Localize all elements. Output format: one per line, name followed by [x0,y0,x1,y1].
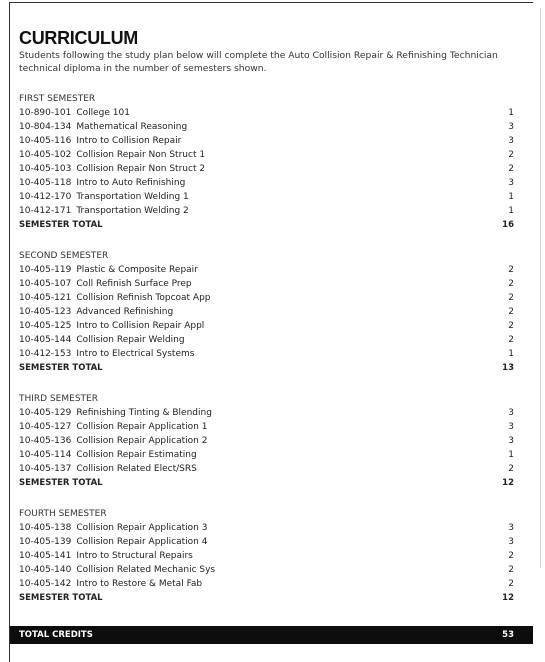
course-info [19,319,204,333]
course-info [19,176,185,190]
left-border [9,2,10,662]
course-name: Collision Repair Application 1 [76,422,208,432]
course-code: 10-412-153 [19,349,72,359]
course-row [19,277,517,291]
course-credits: 1 [508,108,514,118]
course-name: Collision Repair Non Struct 2 [76,164,206,174]
course-name: Collision Related Elect/SRS [76,464,197,474]
course-code: 10-890-101 [19,108,72,118]
semester-heading: THIRD SEMESTER [19,394,98,404]
course-info [19,162,205,176]
course-row [19,190,517,204]
top-border [10,2,533,3]
course-info [19,535,207,549]
course-code: 10-405-138 [19,523,72,533]
course-credits: 1 [508,450,514,460]
semester-section [19,92,517,232]
course-code: 10-405-123 [19,307,72,317]
semester-total-row [19,591,517,605]
course-info [19,106,130,120]
course-info [19,190,189,204]
course-row [19,434,517,448]
course-credits: 3 [508,523,514,533]
course-name: Advanced Refinishing [76,307,174,317]
semester-list [19,92,517,605]
course-row [19,120,517,134]
course-credits: 2 [508,551,514,561]
course-row [19,263,517,277]
course-code: 10-405-137 [19,464,72,474]
course-info [19,420,207,434]
course-code: 10-405-139 [19,537,72,547]
course-code: 10-405-116 [19,136,72,146]
right-border [540,8,541,568]
course-code: 10-405-140 [19,565,72,575]
course-info [19,120,187,134]
course-code: 10-405-107 [19,279,72,289]
course-name: Transportation Welding 2 [76,206,189,216]
course-code: 10-405-102 [19,150,72,160]
course-code: 10-412-170 [19,192,72,202]
semester-heading: FIRST SEMESTER [19,94,96,104]
page-title: CURRICULUM [19,28,138,48]
course-code: 10-405-121 [19,293,72,303]
course-info [19,148,205,162]
course-row [19,291,517,305]
semester-section [19,507,517,605]
course-row [19,462,517,476]
semester-total-label: SEMESTER TOTAL [19,220,103,230]
course-code: 10-405-144 [19,335,72,345]
course-credits: 2 [508,307,514,317]
course-credits: 2 [508,150,514,160]
course-row [19,448,517,462]
course-credits: 2 [508,164,514,174]
course-info [19,263,198,277]
intro-text: Students following the study plan below will complete the Auto Collision Repair & Refinishing Technician technical diploma in the number of semesters shown. [19,50,498,74]
course-name: Collision Repair Application 2 [76,436,208,446]
course-name: Intro to Structural Repairs [76,551,193,561]
course-credits: 3 [508,408,514,418]
course-info [19,291,211,305]
course-credits: 2 [508,579,514,589]
course-name: Transportation Welding 1 [76,192,189,202]
course-name: Plastic & Composite Repair [76,265,198,275]
course-name: Coll Refinish Surface Prep [76,279,192,289]
semester-total-row [19,218,517,232]
curriculum-content [19,28,517,605]
course-row [19,134,517,148]
total-credits-value: 53 [502,630,514,640]
course-credits: 3 [508,122,514,132]
course-credits: 1 [508,192,514,202]
course-row [19,535,517,549]
course-info [19,549,193,563]
course-info [19,305,173,319]
semester-total-value: 13 [502,363,514,373]
course-name: College 101 [76,108,130,118]
semester-total-label: SEMESTER TOTAL [19,478,103,488]
course-info [19,448,197,462]
course-row [19,305,517,319]
semester-section [19,249,517,375]
semester-section [19,392,517,490]
course-row [19,521,517,535]
course-info [19,521,207,535]
course-credits: 2 [508,265,514,275]
course-info [19,347,194,361]
course-credits: 3 [508,537,514,547]
course-row [19,563,517,577]
course-credits: 2 [508,335,514,345]
course-info [19,563,215,577]
course-name: Intro to Electrical Systems [76,349,195,359]
course-row [19,319,517,333]
course-row [19,406,517,420]
course-info [19,406,212,420]
course-credits: 3 [508,422,514,432]
total-credits-bar [10,626,533,644]
course-row [19,577,517,591]
course-credits: 2 [508,293,514,303]
course-name: Collision Repair Welding [76,335,185,345]
course-row [19,204,517,218]
semester-heading: FOURTH SEMESTER [19,509,107,519]
course-code: 10-405-127 [19,422,72,432]
course-code: 10-405-119 [19,265,72,275]
course-credits: 3 [508,136,514,146]
course-info [19,462,197,476]
course-info [19,277,192,291]
course-name: Collision Refinish Topcoat App [76,293,211,303]
course-credits: 2 [508,565,514,575]
course-code: 10-405-129 [19,408,72,418]
course-name: Intro to Collision Repair [76,136,182,146]
course-code: 10-804-134 [19,122,72,132]
course-credits: 3 [508,436,514,446]
semester-total-value: 16 [502,220,514,230]
course-name: Intro to Restore & Metal Fab [76,579,203,589]
semester-heading: SECOND SEMESTER [19,251,109,261]
course-credits: 3 [508,178,514,188]
course-row [19,106,517,120]
course-code: 10-405-103 [19,164,72,174]
course-code: 10-405-118 [19,178,72,188]
course-name: Collision Repair Application 4 [76,537,208,547]
semester-total-value: 12 [502,478,514,488]
course-info [19,434,207,448]
course-code: 10-405-114 [19,450,72,460]
course-name: Mathematical Reasoning [76,122,188,132]
course-credits: 1 [508,349,514,359]
course-name: Collision Repair Non Struct 1 [76,150,206,160]
course-row [19,162,517,176]
course-name: Refinishing Tinting & Blending [76,408,212,418]
course-name: Intro to Auto Refinishing [76,178,186,188]
course-name: Collision Repair Application 3 [76,523,208,533]
semester-total-row [19,476,517,490]
course-credits: 1 [508,206,514,216]
total-credits-label: TOTAL CREDITS [19,630,93,640]
course-name: Collision Related Mechanic Sys [76,565,216,575]
course-credits: 2 [508,464,514,474]
course-code: 10-405-136 [19,436,72,446]
semester-total-label: SEMESTER TOTAL [19,593,103,603]
course-info [19,134,181,148]
course-credits: 2 [508,279,514,289]
semester-total-value: 12 [502,593,514,603]
course-code: 10-405-125 [19,321,72,331]
course-code: 10-405-142 [19,579,72,589]
course-code: 10-405-141 [19,551,72,561]
course-row [19,549,517,563]
course-name: Intro to Collision Repair Appl [76,321,205,331]
course-info [19,204,189,218]
course-code: 10-412-171 [19,206,72,216]
course-row [19,148,517,162]
semester-total-label: SEMESTER TOTAL [19,363,103,373]
course-row [19,420,517,434]
course-row [19,347,517,361]
course-row [19,333,517,347]
course-name: Collision Repair Estimating [76,450,197,460]
semester-total-row [19,361,517,375]
course-row [19,176,517,190]
course-credits: 2 [508,321,514,331]
course-info [19,333,185,347]
course-info [19,577,202,591]
